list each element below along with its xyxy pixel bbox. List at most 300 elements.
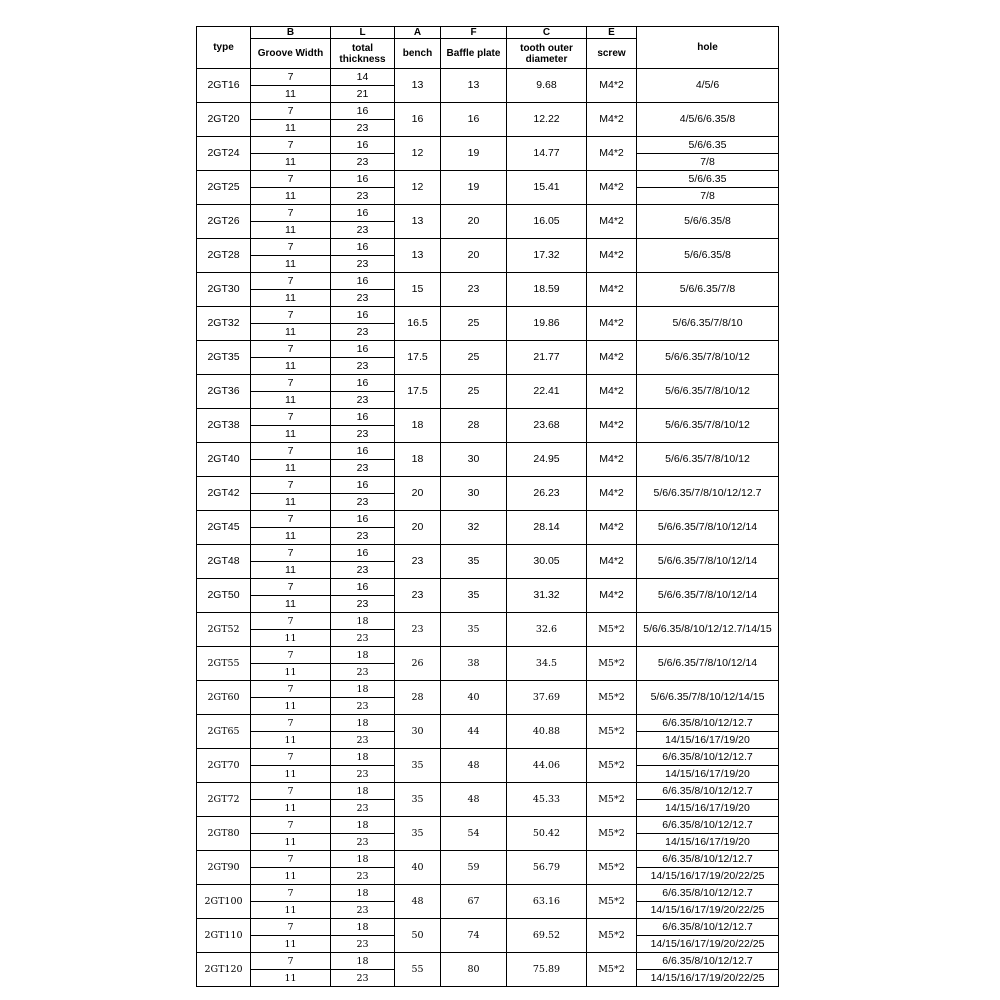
cell-type: 2GT35	[197, 341, 251, 375]
cell-bench: 55	[395, 953, 441, 987]
cell-baffle-plate: 48	[441, 749, 507, 783]
header-screw: screw	[587, 39, 637, 69]
table-row	[197, 613, 779, 630]
cell-total-thickness: 23	[331, 936, 395, 953]
cell-baffle-plate: 48	[441, 783, 507, 817]
cell-total-thickness: 16	[331, 307, 395, 324]
cell-screw: M5*2	[587, 817, 637, 851]
cell-type: 2GT26	[197, 205, 251, 239]
cell-screw: M4*2	[587, 103, 637, 137]
cell-tooth-outer-diameter: 69.52	[507, 919, 587, 953]
cell-hole: 4/5/6/6.35/8	[637, 103, 779, 137]
cell-total-thickness: 23	[331, 256, 395, 273]
table-row	[197, 69, 779, 86]
cell-total-thickness: 23	[331, 800, 395, 817]
cell-tooth-outer-diameter: 24.95	[507, 443, 587, 477]
cell-screw: M4*2	[587, 375, 637, 409]
cell-screw: M4*2	[587, 511, 637, 545]
cell-hole: 6/6.35/8/10/12/12.7	[637, 817, 779, 834]
cell-groove-width: 7	[251, 273, 331, 290]
cell-baffle-plate: 44	[441, 715, 507, 749]
cell-total-thickness: 18	[331, 647, 395, 664]
cell-hole: 14/15/16/17/19/20	[637, 834, 779, 851]
cell-total-thickness: 23	[331, 222, 395, 239]
cell-screw: M5*2	[587, 953, 637, 987]
cell-groove-width: 7	[251, 545, 331, 562]
cell-type: 2GT60	[197, 681, 251, 715]
cell-baffle-plate: 35	[441, 545, 507, 579]
cell-hole: 5/6/6.35/7/8/10/12	[637, 375, 779, 409]
cell-groove-width: 7	[251, 477, 331, 494]
cell-tooth-outer-diameter: 22.41	[507, 375, 587, 409]
cell-hole: 5/6/6.35/7/8/10/12/14/15	[637, 681, 779, 715]
cell-screw: M4*2	[587, 137, 637, 171]
cell-total-thickness: 16	[331, 443, 395, 460]
cell-tooth-outer-diameter: 15.41	[507, 171, 587, 205]
cell-groove-width: 7	[251, 137, 331, 154]
cell-type: 2GT25	[197, 171, 251, 205]
cell-baffle-plate: 40	[441, 681, 507, 715]
cell-hole: 4/5/6	[637, 69, 779, 103]
cell-groove-width: 11	[251, 494, 331, 511]
cell-bench: 20	[395, 511, 441, 545]
cell-hole: 14/15/16/17/19/20/22/25	[637, 868, 779, 885]
table-row	[197, 239, 779, 256]
cell-total-thickness: 18	[331, 817, 395, 834]
cell-hole: 14/15/16/17/19/20/22/25	[637, 970, 779, 987]
cell-groove-width: 7	[251, 579, 331, 596]
cell-screw: M5*2	[587, 647, 637, 681]
cell-total-thickness: 23	[331, 358, 395, 375]
cell-screw: M4*2	[587, 409, 637, 443]
cell-baffle-plate: 20	[441, 239, 507, 273]
table-row	[197, 647, 779, 664]
cell-screw: M5*2	[587, 885, 637, 919]
cell-total-thickness: 18	[331, 919, 395, 936]
table-row	[197, 477, 779, 494]
cell-total-thickness: 23	[331, 460, 395, 477]
header-hole: hole	[637, 27, 779, 69]
cell-total-thickness: 16	[331, 511, 395, 528]
cell-total-thickness: 14	[331, 69, 395, 86]
cell-tooth-outer-diameter: 21.77	[507, 341, 587, 375]
cell-tooth-outer-diameter: 23.68	[507, 409, 587, 443]
cell-total-thickness: 16	[331, 579, 395, 596]
cell-total-thickness: 18	[331, 613, 395, 630]
cell-baffle-plate: 30	[441, 443, 507, 477]
cell-groove-width: 7	[251, 919, 331, 936]
cell-hole: 6/6.35/8/10/12/12.7	[637, 715, 779, 732]
cell-hole: 5/6/6.35/7/8	[637, 273, 779, 307]
cell-tooth-outer-diameter: 28.14	[507, 511, 587, 545]
table-row	[197, 137, 779, 154]
cell-type: 2GT48	[197, 545, 251, 579]
cell-screw: M5*2	[587, 613, 637, 647]
cell-type: 2GT80	[197, 817, 251, 851]
cell-groove-width: 11	[251, 154, 331, 171]
cell-bench: 17.5	[395, 341, 441, 375]
cell-hole: 5/6/6.35/8/10/12/12.7/14/15	[637, 613, 779, 647]
cell-groove-width: 11	[251, 120, 331, 137]
cell-groove-width: 11	[251, 256, 331, 273]
cell-hole: 5/6/6.35/7/8/10/12	[637, 341, 779, 375]
cell-tooth-outer-diameter: 56.79	[507, 851, 587, 885]
table-row	[197, 375, 779, 392]
cell-type: 2GT28	[197, 239, 251, 273]
cell-hole: 14/15/16/17/19/20/22/25	[637, 902, 779, 919]
cell-bench: 48	[395, 885, 441, 919]
cell-groove-width: 11	[251, 800, 331, 817]
table-row	[197, 715, 779, 732]
cell-bench: 12	[395, 137, 441, 171]
cell-tooth-outer-diameter: 50.42	[507, 817, 587, 851]
cell-type: 2GT36	[197, 375, 251, 409]
cell-screw: M4*2	[587, 69, 637, 103]
cell-groove-width: 7	[251, 341, 331, 358]
cell-hole: 5/6/6.35/7/8/10/12/12.7	[637, 477, 779, 511]
cell-tooth-outer-diameter: 19.86	[507, 307, 587, 341]
table-row	[197, 511, 779, 528]
cell-tooth-outer-diameter: 34.5	[507, 647, 587, 681]
cell-groove-width: 11	[251, 426, 331, 443]
cell-hole: 5/6/6.35/7/8/10/12	[637, 409, 779, 443]
cell-screw: M4*2	[587, 273, 637, 307]
cell-total-thickness: 16	[331, 341, 395, 358]
cell-screw: M5*2	[587, 681, 637, 715]
cell-total-thickness: 18	[331, 749, 395, 766]
cell-bench: 16	[395, 103, 441, 137]
cell-bench: 23	[395, 613, 441, 647]
cell-total-thickness: 16	[331, 171, 395, 188]
cell-groove-width: 11	[251, 222, 331, 239]
cell-bench: 17.5	[395, 375, 441, 409]
cell-type: 2GT100	[197, 885, 251, 919]
cell-baffle-plate: 74	[441, 919, 507, 953]
cell-tooth-outer-diameter: 16.05	[507, 205, 587, 239]
cell-total-thickness: 16	[331, 103, 395, 120]
cell-tooth-outer-diameter: 40.88	[507, 715, 587, 749]
cell-hole: 7/8	[637, 188, 779, 205]
cell-screw: M5*2	[587, 919, 637, 953]
cell-total-thickness: 23	[331, 426, 395, 443]
cell-groove-width: 11	[251, 358, 331, 375]
cell-bench: 30	[395, 715, 441, 749]
cell-total-thickness: 23	[331, 188, 395, 205]
cell-baffle-plate: 59	[441, 851, 507, 885]
cell-screw: M4*2	[587, 545, 637, 579]
pulley-spec-table	[196, 26, 779, 987]
header-letter-a: A	[395, 27, 441, 39]
cell-groove-width: 11	[251, 902, 331, 919]
cell-groove-width: 11	[251, 188, 331, 205]
cell-groove-width: 11	[251, 936, 331, 953]
cell-baffle-plate: 25	[441, 307, 507, 341]
cell-tooth-outer-diameter: 45.33	[507, 783, 587, 817]
cell-hole: 14/15/16/17/19/20	[637, 766, 779, 783]
cell-tooth-outer-diameter: 31.32	[507, 579, 587, 613]
cell-groove-width: 7	[251, 749, 331, 766]
cell-tooth-outer-diameter: 44.06	[507, 749, 587, 783]
cell-total-thickness: 16	[331, 205, 395, 222]
cell-screw: M4*2	[587, 579, 637, 613]
cell-hole: 7/8	[637, 154, 779, 171]
cell-bench: 20	[395, 477, 441, 511]
cell-groove-width: 11	[251, 766, 331, 783]
cell-baffle-plate: 35	[441, 613, 507, 647]
cell-baffle-plate: 35	[441, 579, 507, 613]
table-row	[197, 205, 779, 222]
cell-groove-width: 7	[251, 851, 331, 868]
cell-type: 2GT50	[197, 579, 251, 613]
cell-total-thickness: 23	[331, 562, 395, 579]
cell-tooth-outer-diameter: 12.22	[507, 103, 587, 137]
cell-groove-width: 11	[251, 664, 331, 681]
cell-hole: 5/6/6.35/7/8/10	[637, 307, 779, 341]
table-row	[197, 341, 779, 358]
cell-hole: 5/6/6.35/7/8/10/12	[637, 443, 779, 477]
cell-total-thickness: 23	[331, 664, 395, 681]
cell-baffle-plate: 19	[441, 137, 507, 171]
cell-groove-width: 7	[251, 885, 331, 902]
cell-type: 2GT52	[197, 613, 251, 647]
cell-groove-width: 11	[251, 596, 331, 613]
cell-total-thickness: 23	[331, 834, 395, 851]
cell-baffle-plate: 28	[441, 409, 507, 443]
cell-type: 2GT40	[197, 443, 251, 477]
table-row	[197, 851, 779, 868]
cell-bench: 50	[395, 919, 441, 953]
header-total-thickness: total thickness	[331, 39, 395, 69]
cell-type: 2GT90	[197, 851, 251, 885]
cell-bench: 18	[395, 409, 441, 443]
cell-screw: M4*2	[587, 171, 637, 205]
cell-bench: 35	[395, 817, 441, 851]
header-letter-l: L	[331, 27, 395, 39]
cell-total-thickness: 16	[331, 273, 395, 290]
cell-baffle-plate: 54	[441, 817, 507, 851]
cell-baffle-plate: 16	[441, 103, 507, 137]
cell-total-thickness: 23	[331, 494, 395, 511]
cell-total-thickness: 18	[331, 953, 395, 970]
table-row	[197, 817, 779, 834]
cell-total-thickness: 23	[331, 290, 395, 307]
cell-total-thickness: 23	[331, 970, 395, 987]
cell-type: 2GT72	[197, 783, 251, 817]
table-row	[197, 307, 779, 324]
cell-groove-width: 7	[251, 953, 331, 970]
cell-groove-width: 11	[251, 392, 331, 409]
cell-groove-width: 11	[251, 86, 331, 103]
cell-bench: 13	[395, 69, 441, 103]
cell-hole: 5/6/6.35/7/8/10/12/14	[637, 511, 779, 545]
cell-tooth-outer-diameter: 30.05	[507, 545, 587, 579]
cell-groove-width: 11	[251, 698, 331, 715]
cell-type: 2GT38	[197, 409, 251, 443]
cell-screw: M5*2	[587, 851, 637, 885]
cell-baffle-plate: 25	[441, 341, 507, 375]
cell-groove-width: 11	[251, 460, 331, 477]
cell-bench: 16.5	[395, 307, 441, 341]
cell-total-thickness: 23	[331, 902, 395, 919]
cell-tooth-outer-diameter: 17.32	[507, 239, 587, 273]
cell-groove-width: 11	[251, 970, 331, 987]
header-letter-b: B	[251, 27, 331, 39]
cell-tooth-outer-diameter: 14.77	[507, 137, 587, 171]
table-row	[197, 545, 779, 562]
cell-total-thickness: 23	[331, 120, 395, 137]
cell-screw: M4*2	[587, 307, 637, 341]
header-baffle-plate: Baffle plate	[441, 39, 507, 69]
cell-groove-width: 7	[251, 443, 331, 460]
cell-total-thickness: 18	[331, 783, 395, 800]
header-tooth-outer-diameter: tooth outer diameter	[507, 39, 587, 69]
cell-total-thickness: 21	[331, 86, 395, 103]
cell-screw: M4*2	[587, 477, 637, 511]
spec-table-body	[197, 69, 779, 987]
cell-hole: 5/6/6.35/8	[637, 205, 779, 239]
table-row	[197, 579, 779, 596]
cell-groove-width: 7	[251, 375, 331, 392]
header-letter-e: E	[587, 27, 637, 39]
cell-tooth-outer-diameter: 26.23	[507, 477, 587, 511]
cell-hole: 6/6.35/8/10/12/12.7	[637, 783, 779, 800]
header-bench: bench	[395, 39, 441, 69]
table-row	[197, 103, 779, 120]
table-row	[197, 171, 779, 188]
cell-type: 2GT120	[197, 953, 251, 987]
cell-type: 2GT70	[197, 749, 251, 783]
cell-baffle-plate: 32	[441, 511, 507, 545]
cell-groove-width: 11	[251, 834, 331, 851]
cell-type: 2GT65	[197, 715, 251, 749]
cell-total-thickness: 18	[331, 885, 395, 902]
cell-bench: 23	[395, 579, 441, 613]
cell-type: 2GT55	[197, 647, 251, 681]
cell-bench: 35	[395, 783, 441, 817]
cell-tooth-outer-diameter: 63.16	[507, 885, 587, 919]
table-row	[197, 273, 779, 290]
cell-total-thickness: 16	[331, 239, 395, 256]
cell-screw: M4*2	[587, 341, 637, 375]
cell-hole: 5/6/6.35/8	[637, 239, 779, 273]
cell-screw: M4*2	[587, 205, 637, 239]
cell-groove-width: 7	[251, 239, 331, 256]
cell-total-thickness: 23	[331, 698, 395, 715]
cell-groove-width: 11	[251, 732, 331, 749]
cell-total-thickness: 16	[331, 375, 395, 392]
cell-tooth-outer-diameter: 37.69	[507, 681, 587, 715]
cell-baffle-plate: 30	[441, 477, 507, 511]
table-row	[197, 783, 779, 800]
cell-type: 2GT30	[197, 273, 251, 307]
cell-type: 2GT32	[197, 307, 251, 341]
cell-screw: M5*2	[587, 783, 637, 817]
cell-type: 2GT16	[197, 69, 251, 103]
cell-type: 2GT42	[197, 477, 251, 511]
cell-groove-width: 7	[251, 205, 331, 222]
cell-groove-width: 7	[251, 511, 331, 528]
cell-hole: 14/15/16/17/19/20	[637, 732, 779, 749]
cell-baffle-plate: 23	[441, 273, 507, 307]
cell-groove-width: 11	[251, 868, 331, 885]
cell-bench: 15	[395, 273, 441, 307]
cell-bench: 35	[395, 749, 441, 783]
cell-total-thickness: 16	[331, 477, 395, 494]
cell-bench: 28	[395, 681, 441, 715]
cell-total-thickness: 16	[331, 545, 395, 562]
cell-total-thickness: 18	[331, 681, 395, 698]
table-row	[197, 443, 779, 460]
table-row	[197, 885, 779, 902]
cell-bench: 18	[395, 443, 441, 477]
cell-groove-width: 11	[251, 324, 331, 341]
cell-total-thickness: 23	[331, 868, 395, 885]
cell-tooth-outer-diameter: 18.59	[507, 273, 587, 307]
cell-type: 2GT24	[197, 137, 251, 171]
cell-baffle-plate: 20	[441, 205, 507, 239]
cell-hole: 6/6.35/8/10/12/12.7	[637, 919, 779, 936]
cell-total-thickness: 23	[331, 528, 395, 545]
cell-tooth-outer-diameter: 9.68	[507, 69, 587, 103]
cell-tooth-outer-diameter: 32.6	[507, 613, 587, 647]
cell-hole: 5/6/6.35/7/8/10/12/14	[637, 647, 779, 681]
cell-hole: 6/6.35/8/10/12/12.7	[637, 953, 779, 970]
cell-groove-width: 11	[251, 290, 331, 307]
cell-groove-width: 7	[251, 171, 331, 188]
cell-hole: 14/15/16/17/19/20	[637, 800, 779, 817]
cell-screw: M5*2	[587, 749, 637, 783]
cell-hole: 5/6/6.35	[637, 137, 779, 154]
cell-screw: M5*2	[587, 715, 637, 749]
cell-groove-width: 7	[251, 409, 331, 426]
header-groove-width: Groove Width	[251, 39, 331, 69]
cell-baffle-plate: 13	[441, 69, 507, 103]
cell-bench: 12	[395, 171, 441, 205]
cell-groove-width: 7	[251, 681, 331, 698]
cell-total-thickness: 23	[331, 766, 395, 783]
cell-baffle-plate: 67	[441, 885, 507, 919]
cell-groove-width: 7	[251, 307, 331, 324]
cell-total-thickness: 23	[331, 392, 395, 409]
header-letter-c: C	[507, 27, 587, 39]
cell-total-thickness: 23	[331, 324, 395, 341]
cell-total-thickness: 23	[331, 154, 395, 171]
cell-baffle-plate: 38	[441, 647, 507, 681]
cell-tooth-outer-diameter: 75.89	[507, 953, 587, 987]
cell-groove-width: 7	[251, 103, 331, 120]
cell-screw: M4*2	[587, 239, 637, 273]
cell-bench: 26	[395, 647, 441, 681]
cell-baffle-plate: 19	[441, 171, 507, 205]
cell-hole: 6/6.35/8/10/12/12.7	[637, 749, 779, 766]
cell-baffle-plate: 80	[441, 953, 507, 987]
header-type: type	[197, 27, 251, 69]
cell-bench: 13	[395, 239, 441, 273]
cell-groove-width: 7	[251, 715, 331, 732]
cell-type: 2GT45	[197, 511, 251, 545]
cell-groove-width: 7	[251, 613, 331, 630]
cell-groove-width: 7	[251, 647, 331, 664]
cell-groove-width: 7	[251, 69, 331, 86]
cell-groove-width: 7	[251, 817, 331, 834]
cell-total-thickness: 16	[331, 409, 395, 426]
table-row	[197, 919, 779, 936]
cell-groove-width: 11	[251, 630, 331, 647]
cell-hole: 5/6/6.35/7/8/10/12/14	[637, 545, 779, 579]
cell-hole: 5/6/6.35/7/8/10/12/14	[637, 579, 779, 613]
table-row	[197, 681, 779, 698]
cell-bench: 13	[395, 205, 441, 239]
